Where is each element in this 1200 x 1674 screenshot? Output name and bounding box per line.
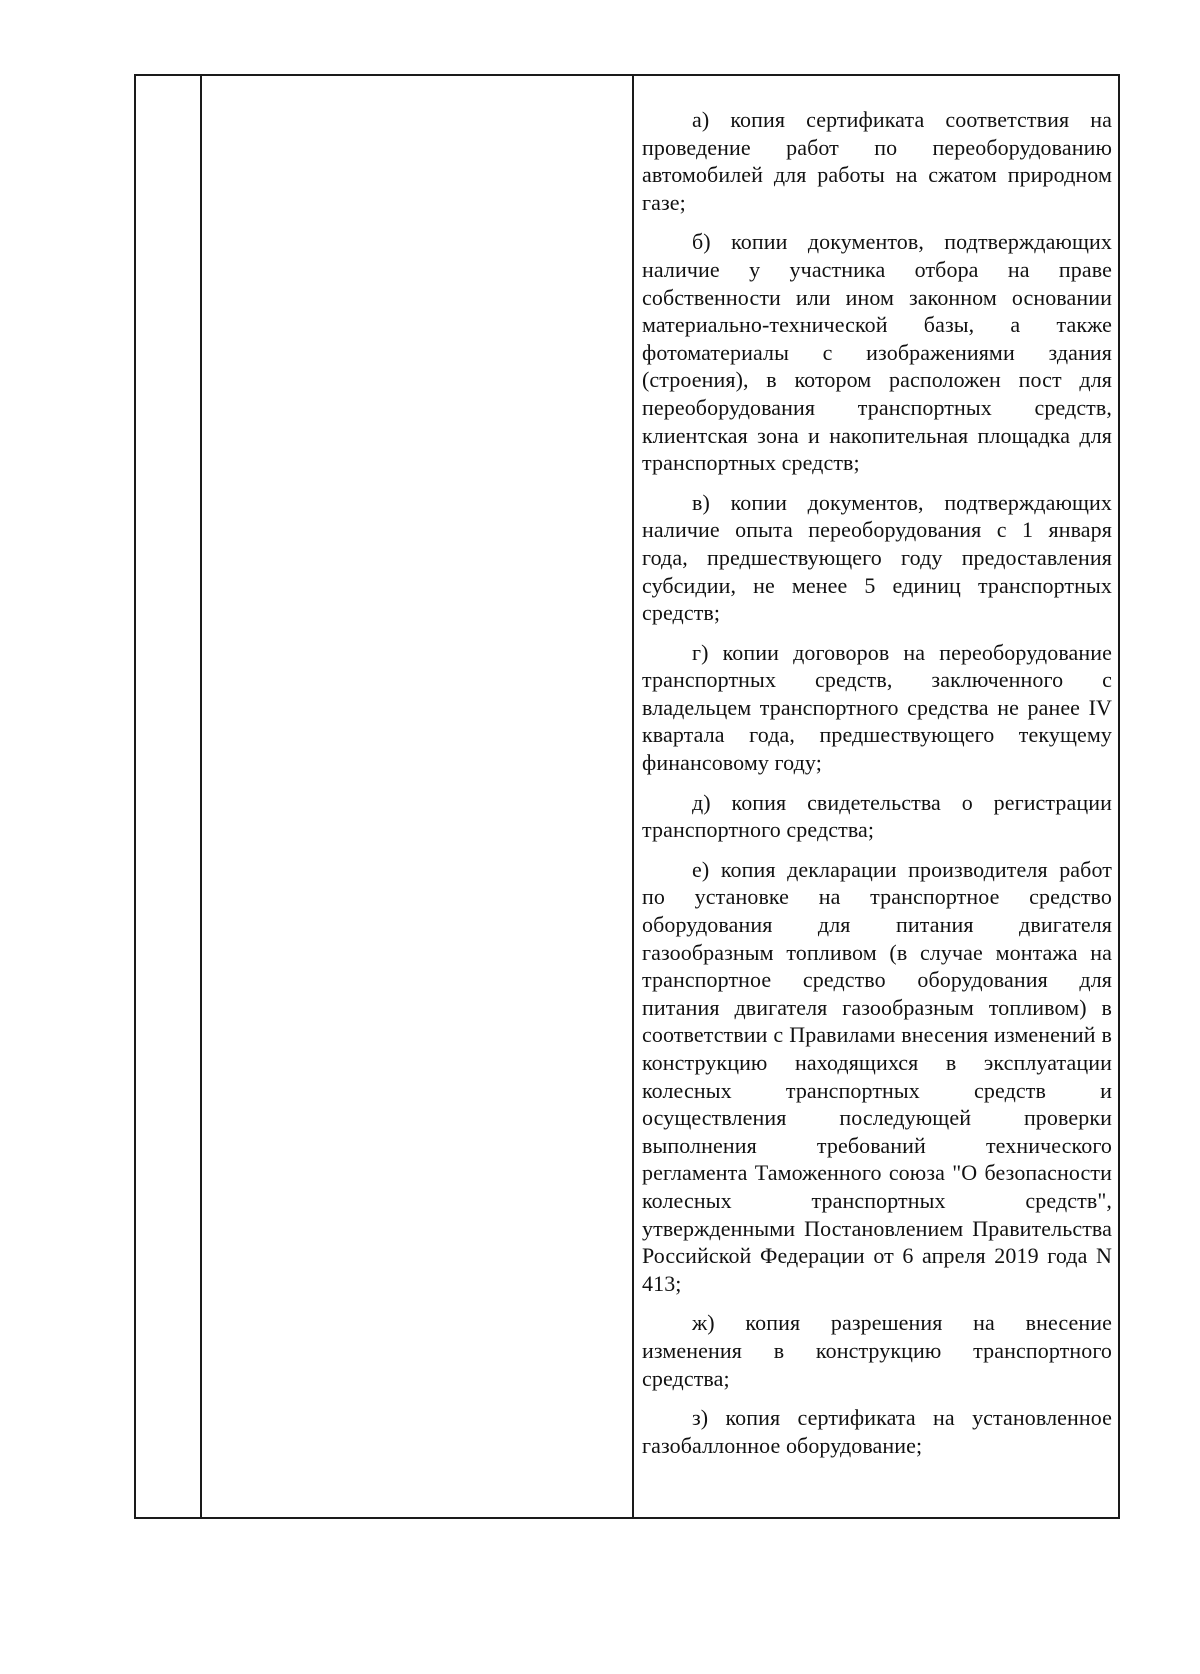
list-item-z: з) копия сертификата на установленное газобаллонное оборудование; [642,1405,1112,1458]
list-item-b: б) копии документов, подтверждающих наличие у участника отбора на праве собственности или ином законном основании материально-технической базы, а также фотоматериалы с изображениями здания (строения), в котором расположен пост для переоборудования транспортных средств, клиентская зона и накопительная площадка для транспортных средств; [642,229,1112,476]
document-table [134,74,1120,1519]
table-column-requirements [634,76,1118,1517]
list-item-a: а) копия сертификата соответствия на проведение работ по переоборудованию автомобилей для работы на сжатом природном газе; [642,107,1112,215]
list-item-v: в) копии документов, подтверждающих наличие опыта переоборудования с 1 января года, предшествующего году предоставления субсидии, не менее 5 единиц транспортных средств; [642,489,1112,626]
list-item-g: г) копии договоров на переоборудование транспортных средств, заключенного с владельцем транспортного средства не ранее IV квартала года, предшествующего текущему финансовому году; [642,639,1112,776]
list-item-d: д) копия свидетельства о регистрации транспортного средства; [642,789,1112,843]
table-column-number [136,76,202,1517]
list-item-zh: ж) копия разрешения на внесение изменения в конструкцию транспортного средства; [642,1310,1112,1391]
table-column-name [202,76,634,1517]
list-item-e: е) копия декларации производителя работ по установке на транспортное средство оборудования для питания двигателя газообразным топливом (в случае монтажа на транспортное средство оборудования для питания двигателя газообразным топливом) в соответствии с Правилами внесения изменений в конструкцию находящихся в эксплуатации колесных транспортных средств и осуществления последующей проверки выполнения требований технического регламента Таможенного союза "О безопасности колесных транспортных средств", утвержденными Постановлением Правительства Российской Федерации от 6 апреля 2019 года N 413; [642,856,1112,1296]
